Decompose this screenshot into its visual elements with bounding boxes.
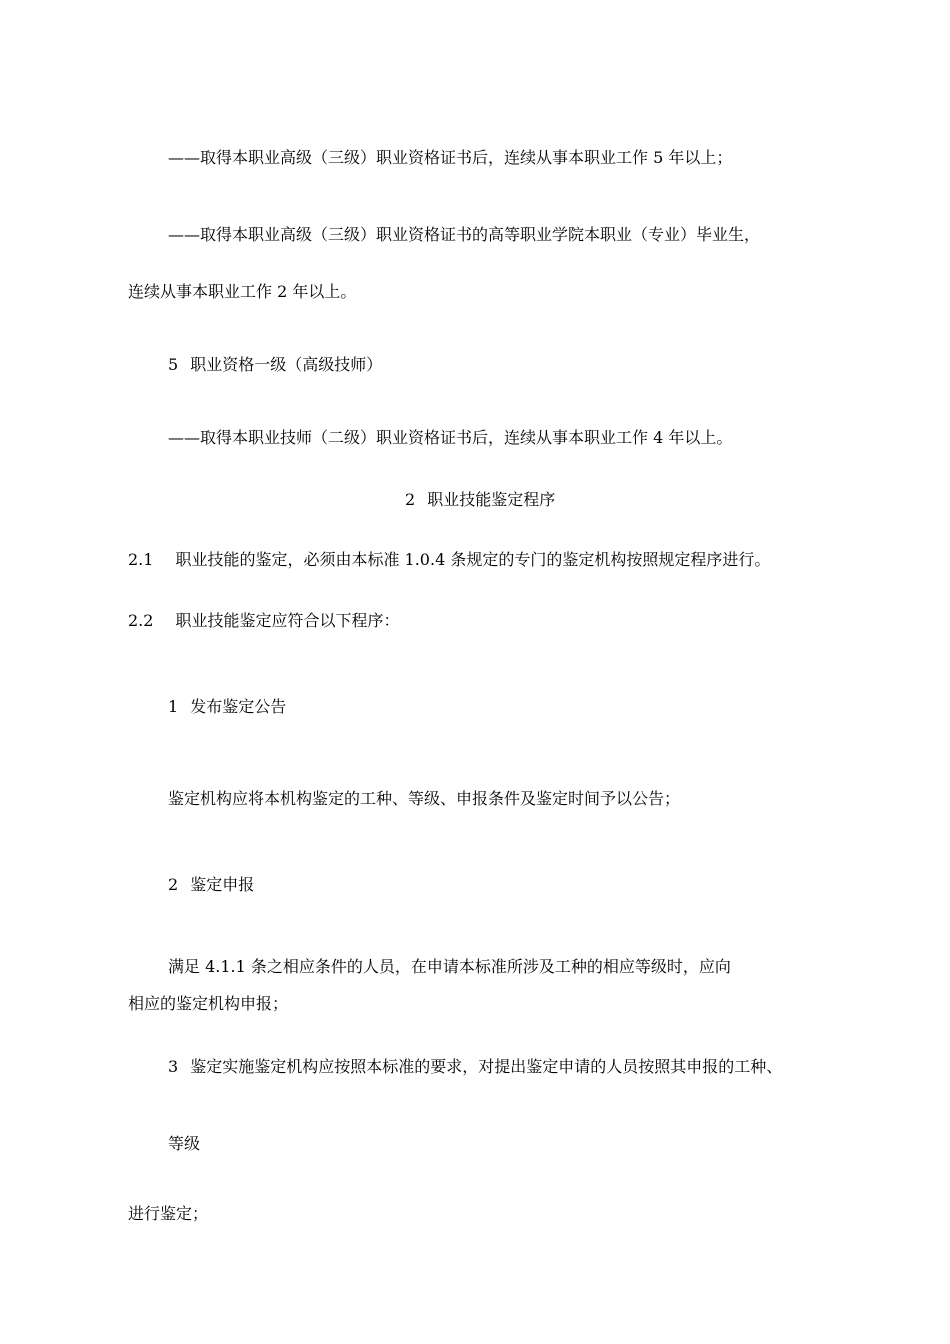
clause-2-1-text: 职业技能的鉴定，必须由本标准 1.0.4 条规定的专门的鉴定机构按照规定程序进行。 — [175, 550, 771, 569]
level-one-heading — [168, 355, 382, 375]
step-2-number: 2 — [168, 875, 179, 894]
step-3-text: 鉴定实施鉴定机构应按照本标准的要求，对提出鉴定申请的人员按照其申报的工种、 — [190, 1057, 783, 1076]
step-2-body-line-1: 满足 4.1.1 条之相应条件的人员，在申请本标准所涉及工种的相应等级时，应向 — [168, 957, 731, 976]
step-1-number: 1 — [168, 697, 179, 716]
step-3-body-line-2: 进行鉴定； — [128, 1204, 209, 1223]
step-1-body: 鉴定机构应将本机构鉴定的工种、等级、申报条件及鉴定时间予以公告； — [168, 789, 681, 808]
level-one-title: 职业资格一级（高级技师） — [190, 355, 383, 374]
clause-2-2-text: 职业技能鉴定应符合以下程序： — [175, 611, 400, 630]
condition-line-3: ——取得本职业技师（二级）职业资格证书后，连续从事本职业工作 4 年以上。 — [168, 428, 733, 447]
clause-2-2-number: 2.2 — [128, 611, 154, 630]
clause-2-2 — [128, 611, 399, 631]
section-number: 2 — [405, 490, 416, 509]
step-2-title: 鉴定申报 — [190, 875, 255, 894]
step-3-body-line-1: 等级 — [168, 1134, 201, 1153]
step-1-title: 发布鉴定公告 — [190, 697, 287, 716]
step-3-number: 3 — [168, 1057, 179, 1076]
condition-line-2: ——取得本职业高级（三级）职业资格证书的高等职业学院本职业（专业）毕业生， — [168, 225, 761, 244]
section-heading — [405, 490, 555, 510]
clause-2-1 — [128, 550, 770, 570]
step-1-heading — [168, 697, 286, 717]
step-3-heading — [168, 1057, 782, 1077]
step-2-body-line-2: 相应的鉴定机构申报； — [128, 994, 289, 1013]
level-one-number: 5 — [168, 355, 179, 374]
clause-2-1-number: 2.1 — [128, 550, 154, 569]
condition-line-2-continued: 连续从事本职业工作 2 年以上。 — [128, 282, 357, 301]
section-title: 职业技能鉴定程序 — [427, 490, 556, 509]
step-2-heading — [168, 875, 254, 895]
condition-line-1: ——取得本职业高级（三级）职业资格证书后，连续从事本职业工作 5 年以上； — [168, 148, 733, 167]
